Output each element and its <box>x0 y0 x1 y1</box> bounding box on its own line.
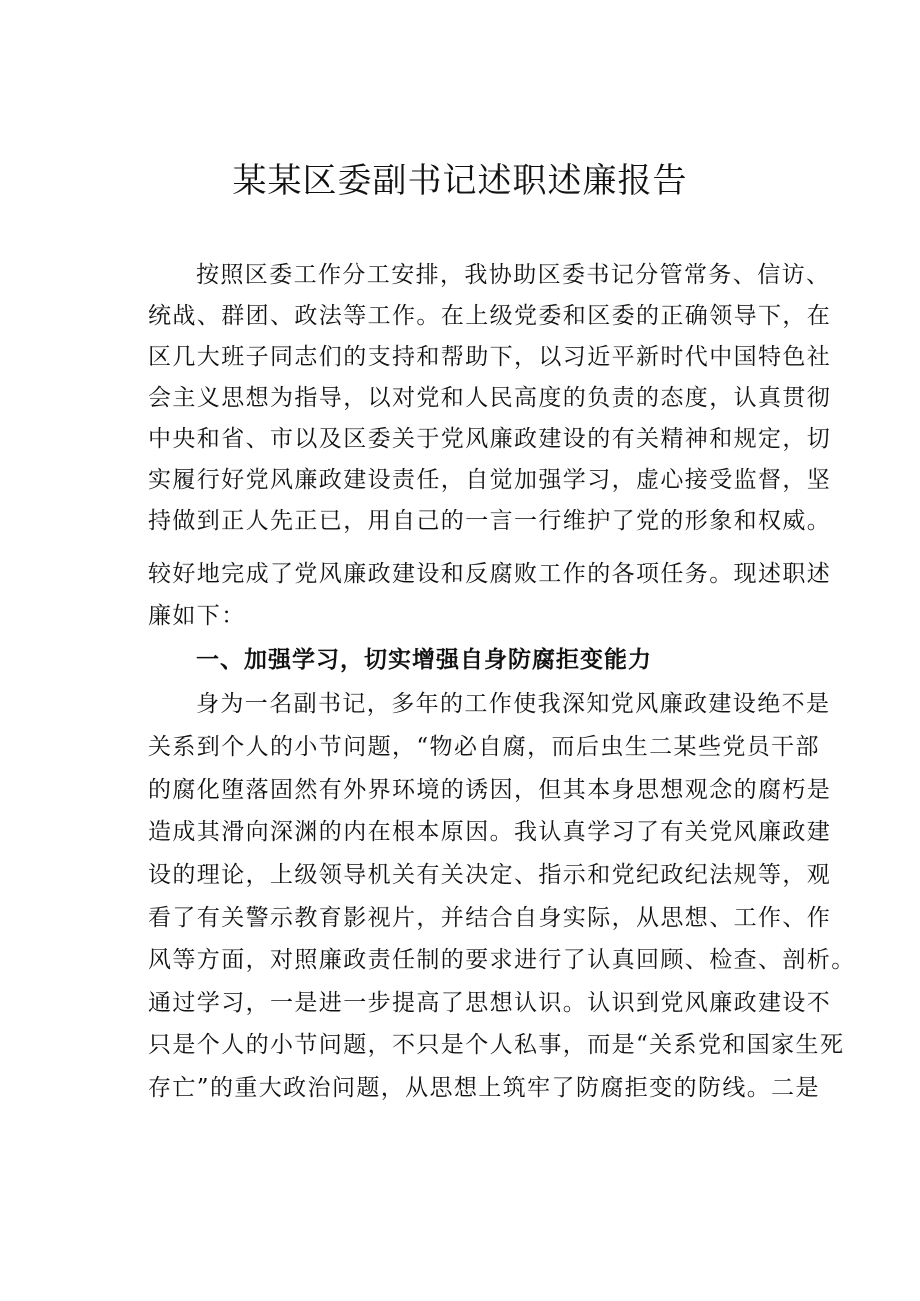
paragraph-line: 持做到正人先正已，用自己的一言一行维护了党的形象和权威。 <box>148 508 832 534</box>
paragraph-line: 较好地完成了党风廉政建设和反腐败工作的各项任务。现述职述 <box>148 561 832 587</box>
paragraph-line: 设的理论，上级领导机关有关决定、指示和党纪政纪法规等，观 <box>148 862 832 888</box>
paragraph-line: 存亡”的重大政治问题，从思想上筑牢了防腐拒变的防线。二是 <box>148 1075 820 1101</box>
paragraph-line: 会主义思想为指导，以对党和人民高度的负责的态度，认真贯彻 <box>148 385 832 411</box>
paragraph-line: 造成其滑向深渊的内在根本原因。我认真学习了有关党风廉政建 <box>148 819 832 845</box>
paragraph-line: 只是个人的小节问题，不只是个人私事，而是“关系党和国家生死 <box>148 1032 845 1058</box>
paragraph-line: 通过学习，一是进一步提高了思想认识。认识到党风廉政建设不 <box>148 990 832 1016</box>
paragraph-line: 身为一名副书记，多年的工作使我深知党风廉政建设绝不是 <box>196 691 831 717</box>
paragraph-line: 统战、群团、政法等工作。在上级党委和区委的正确领导下，在 <box>148 303 832 329</box>
paragraph-line: 风等方面，对照廉政责任制的要求进行了认真回顾、检查、剖析。 <box>148 947 856 973</box>
paragraph-line: 实履行好党风廉政建设责任，自觉加强学习，虚心接受监督，坚 <box>148 467 832 493</box>
document-title: 某某区委副书记述职述廉报告 <box>232 161 688 201</box>
paragraph-line: 关系到个人的小节问题，“物必自腐，而后虫生二某些党员干部 <box>148 734 820 760</box>
paragraph-line: 中央和省、市以及区委关于党风廉政建设的有关精神和规定，切 <box>148 426 832 452</box>
paragraph-line: 的腐化堕落固然有外界环境的诱因，但其本身思想观念的腐朽是 <box>148 777 832 803</box>
paragraph-line: 按照区委工作分工安排，我协助区委书记分管常务、信访、 <box>196 262 831 288</box>
paragraph-line: 看了有关警示教育影视片，并结合自身实际，从思想、工作、作 <box>148 905 832 931</box>
paragraph-line: 区几大班子同志们的支持和帮助下，以习近平新时代中国特色社 <box>148 344 832 370</box>
paragraph-line: 廉如下： <box>148 603 246 629</box>
section-heading: 一、加强学习，切实增强自身防腐拒变能力 <box>196 647 652 673</box>
